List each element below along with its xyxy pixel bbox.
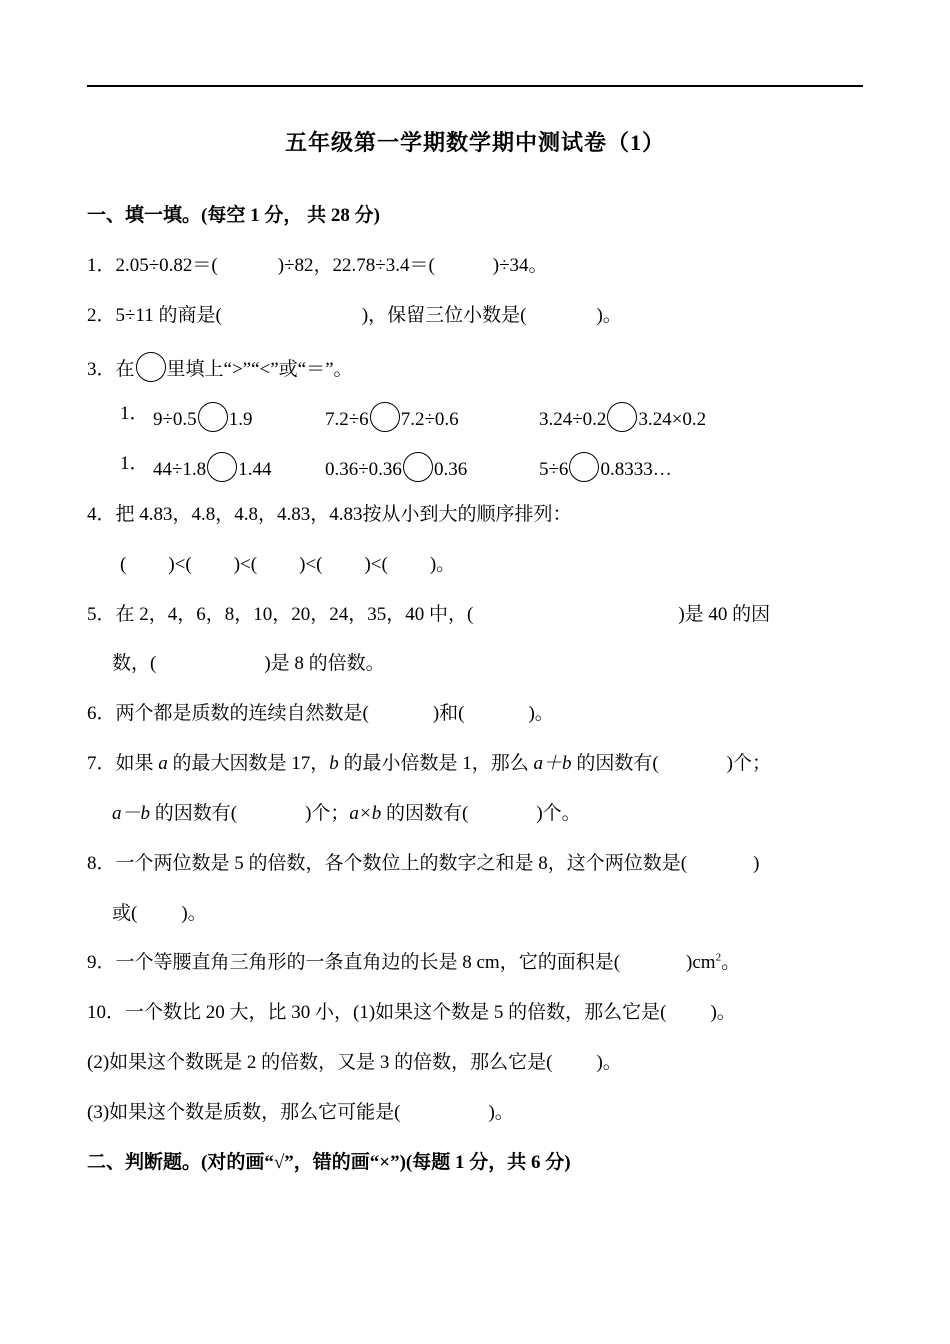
- section-1-heading: 一、填一填。(每空 1 分， 共 28 分): [87, 205, 380, 226]
- compare-circle[interactable]: [370, 402, 400, 432]
- q3-item-1: 9÷0.5 1.9: [153, 402, 252, 432]
- question-7: 7．如果 a 的最大因数是 17，b 的最小倍数是 1，那么 a＋b 的因数有( )个；: [87, 753, 771, 774]
- question-10-part-3: (3)如果这个数是质数，那么它可能是( )。: [87, 1102, 514, 1123]
- section-2-heading: 二、判断题。(对的画“√”，错的画“×”)(每题 1 分，共 6 分): [87, 1152, 571, 1173]
- compare-circle-example: [136, 352, 166, 382]
- compare-circle[interactable]: [207, 452, 237, 482]
- compare-circle[interactable]: [569, 452, 599, 482]
- q3-item-3: 3.24÷0.2 3.24×0.2: [539, 402, 706, 432]
- page-title: 五年级第一学期数学期中测试卷（1）: [284, 130, 665, 155]
- question-3-row-2: 1． 44÷1.8 1.44 0.36÷0.36 0.36 5÷6 0.8333…: [120, 453, 672, 480]
- q3-item-2: 7.2÷6 7.2÷0.6: [325, 402, 459, 432]
- question-4: 4．把 4.83，4.8，4.8，4.83，4.83按从小到大的顺序排列：: [87, 504, 572, 525]
- question-5: 5．在 2，4，6，8，10，20，24，35，40 中，( )是 40 的因: [87, 604, 771, 625]
- compare-circle[interactable]: [403, 452, 433, 482]
- q3-item-6: 5÷6 0.8333…: [539, 452, 672, 482]
- compare-circle[interactable]: [198, 402, 228, 432]
- question-2: 2．5÷11 的商是( )，保留三位小数是( )。: [87, 305, 622, 326]
- question-10: 10．一个数比 20 大，比 30 小，(1)如果这个数是 5 的倍数，那么它是( )。: [87, 1002, 736, 1023]
- q3-item-4: 44÷1.8 1.44: [153, 452, 271, 482]
- question-4-answer: ( )<( )<( )<( )<( )。: [120, 554, 456, 575]
- compare-circle[interactable]: [607, 402, 637, 432]
- question-1: 1．2.05÷0.82＝( )÷82，22.78÷3.4＝( )÷34。: [87, 255, 548, 276]
- header-rule: [87, 85, 863, 87]
- question-7-cont: a－b 的因数有( )个；a×b 的因数有( )个。: [112, 803, 581, 824]
- question-3: 3．在 里填上“>”“<”或“＝”。: [87, 352, 353, 382]
- q3-item-5: 0.36÷0.36 0.36: [325, 452, 467, 482]
- question-6: 6．两个都是质数的连续自然数是( )和( )。: [87, 703, 554, 724]
- question-8-cont: 或( )。: [112, 903, 207, 924]
- question-3-row-1: 1． 9÷0.5 1.9 7.2÷6 7.2÷0.6 3.24÷0.2 3.24×0.2: [120, 403, 707, 430]
- question-5-cont: 数，( )是 8 的倍数。: [112, 653, 385, 674]
- question-8: 8．一个两位数是 5 的倍数，各个数位上的数字之和是 8，这个两位数是( ): [87, 853, 760, 874]
- question-10-part-2: (2)如果这个数既是 2 的倍数，又是 3 的倍数，那么它是( )。: [87, 1052, 622, 1073]
- question-9: 9．一个等腰直角三角形的一条直角边的长是 8 cm，它的面积是( )$cm^2$。: [87, 951, 741, 973]
